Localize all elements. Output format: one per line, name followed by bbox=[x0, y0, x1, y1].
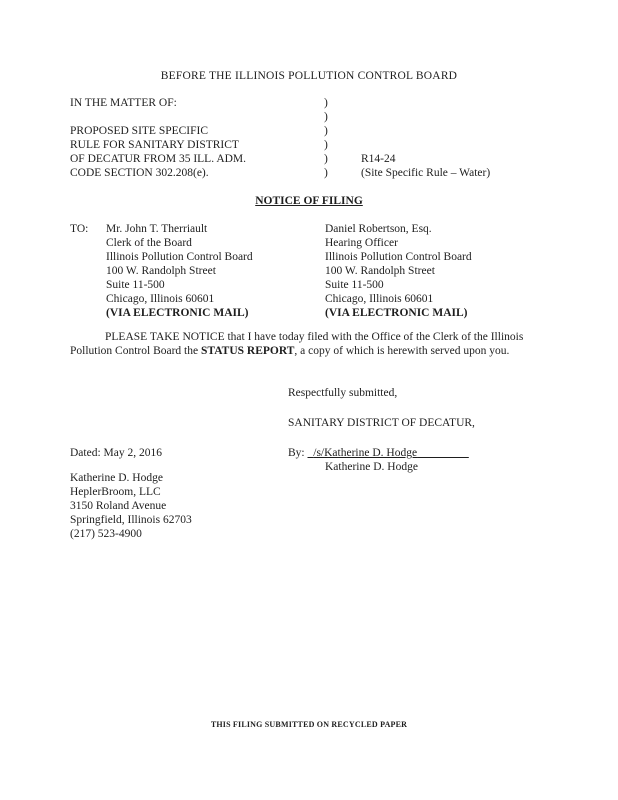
caption-line: IN THE MATTER OF: bbox=[70, 97, 177, 109]
document-name: STATUS REPORT bbox=[200, 345, 295, 357]
recipient-hearing-officer bbox=[325, 222, 472, 320]
notice-paragraph bbox=[70, 330, 550, 358]
closing: Respectfully submitted, bbox=[288, 387, 398, 399]
by-label: By: bbox=[288, 447, 305, 459]
signatory-name: Katherine D. Hodge bbox=[325, 461, 418, 473]
address-line: Chicago, Illinois 60601 bbox=[325, 293, 434, 305]
delivery-method: (VIA ELECTRONIC MAIL) bbox=[325, 307, 468, 319]
attorney-line: HeplerBroom, LLC bbox=[70, 486, 161, 498]
caption-line: CODE SECTION 302.208(e). bbox=[70, 167, 209, 179]
address-line: Suite 11-500 bbox=[106, 279, 165, 291]
recycled-paper-footer: THIS FILING SUBMITTED ON RECYCLED PAPER bbox=[210, 720, 408, 729]
paren: ) bbox=[324, 167, 328, 179]
address-line: 100 W. Randolph Street bbox=[106, 265, 216, 277]
address-line: Suite 11-500 bbox=[325, 279, 384, 291]
caption-parentheses bbox=[324, 96, 328, 180]
paren: ) bbox=[324, 139, 328, 151]
notice-text: PLEASE TAKE NOTICE that I have today filed with the Office of the Clerk of the Illinois Pollution Control Board the bbox=[70, 331, 524, 357]
paren: ) bbox=[324, 153, 328, 165]
caption-line: RULE FOR SANITARY DISTRICT bbox=[70, 139, 239, 151]
attorney-line: 3150 Roland Avenue bbox=[70, 500, 167, 512]
notice-title: NOTICE OF FILING bbox=[255, 195, 363, 207]
address-line: 100 W. Randolph Street bbox=[325, 265, 435, 277]
caption-line bbox=[70, 110, 246, 124]
address-line: Mr. John T. Therriault bbox=[106, 223, 208, 235]
case-caption bbox=[70, 96, 246, 180]
paren: ) bbox=[324, 97, 328, 109]
signature-line bbox=[288, 446, 469, 460]
date-line: Dated: May 2, 2016 bbox=[70, 447, 162, 459]
address-line: Clerk of the Board bbox=[106, 237, 192, 249]
attorney-line: Springfield, Illinois 62703 bbox=[70, 514, 192, 526]
address-line: Chicago, Illinois 60601 bbox=[106, 293, 215, 305]
paren: ) bbox=[324, 111, 328, 123]
address-line: Illinois Pollution Control Board bbox=[325, 251, 472, 263]
recipient-clerk bbox=[106, 222, 253, 320]
attorney-line: Katherine D. Hodge bbox=[70, 472, 163, 484]
address-line: Illinois Pollution Control Board bbox=[106, 251, 253, 263]
party-name: SANITARY DISTRICT OF DECATUR, bbox=[288, 417, 475, 429]
delivery-method: (VIA ELECTRONIC MAIL) bbox=[106, 307, 249, 319]
address-line: Daniel Robertson, Esq. bbox=[325, 223, 432, 235]
to-label: TO: bbox=[70, 223, 89, 235]
signature-text: /s/Katherine D. Hodge bbox=[313, 447, 418, 459]
address-line: Hearing Officer bbox=[325, 237, 398, 249]
attorney-line: (217) 523-4900 bbox=[70, 528, 142, 540]
caption-line: OF DECATUR FROM 35 ILL. ADM. bbox=[70, 153, 247, 165]
attorney-block bbox=[70, 471, 192, 541]
caption-line: PROPOSED SITE SPECIFIC bbox=[70, 125, 209, 137]
notice-text: , a copy of which is herewith served upon you. bbox=[294, 345, 510, 357]
docket-block bbox=[361, 152, 490, 180]
docket-number: R14-24 bbox=[361, 153, 396, 165]
board-header: BEFORE THE ILLINOIS POLLUTION CONTROL BOARD bbox=[160, 70, 458, 82]
electronic-signature bbox=[308, 447, 469, 459]
docket-type: (Site Specific Rule – Water) bbox=[361, 167, 491, 179]
paren: ) bbox=[324, 125, 328, 137]
